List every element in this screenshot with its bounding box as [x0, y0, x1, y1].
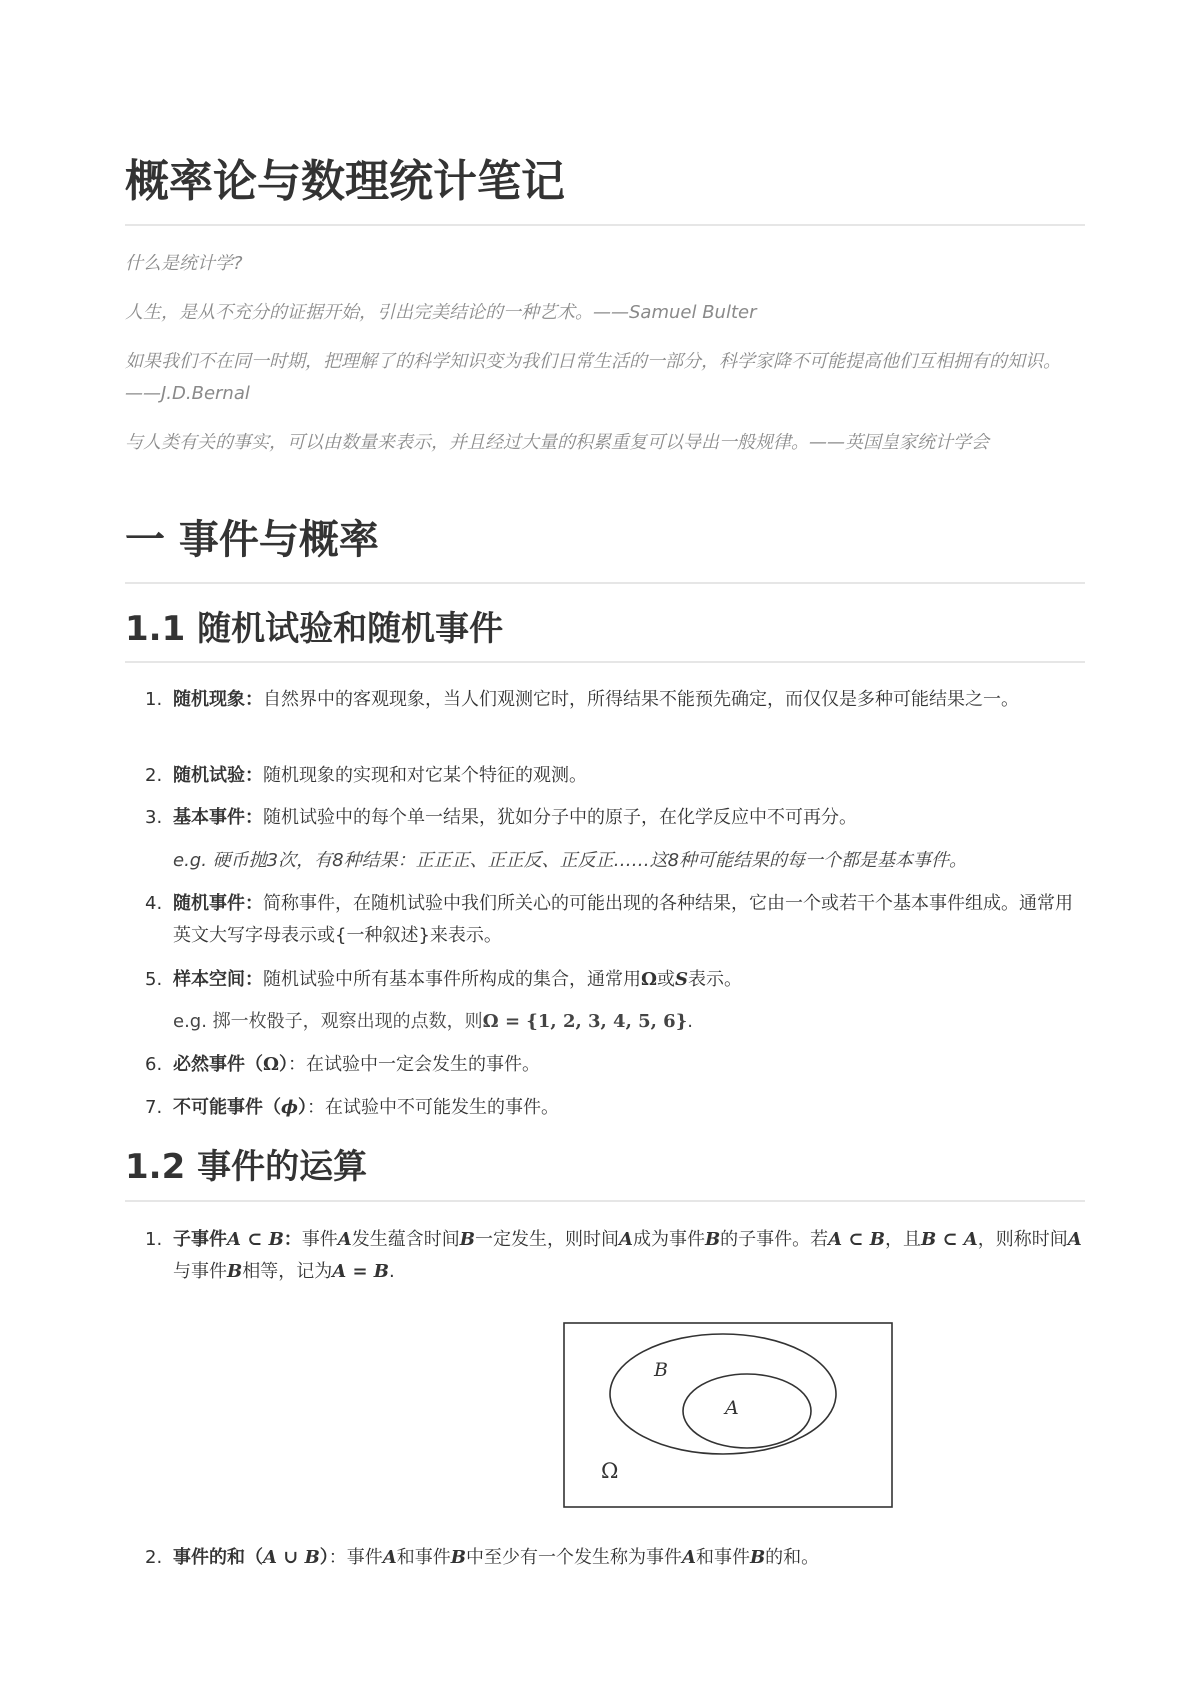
term: 基本事件：: [173, 807, 263, 828]
venn-label-b: B: [654, 1359, 668, 1381]
page-title: 概率论与数理统计笔记: [125, 156, 565, 207]
quote-bernal: 如果我们不在同一时期，把理解了的科学知识变为我们日常生活的一部分，科学家降不可能提高他们互相拥有的知识。——J.D.Bernal: [125, 351, 1061, 404]
title-divider: [125, 224, 1085, 226]
venn-label-a: A: [725, 1397, 739, 1419]
venn-diagram: [563, 1322, 893, 1508]
term: 随机试验：: [173, 765, 263, 786]
list-item: 3. 基本事件：随机试验中的每个单一结果，犹如分子中的原子，在化学反应中不可再分。: [145, 807, 857, 828]
venn-label-omega: Ω: [601, 1459, 619, 1483]
quote-royal-statistical-society: 与人类有关的事实，可以由数量来表示，并且经过大量的积累重复可以导出一般规律。——英国皇家统计学会: [125, 432, 989, 453]
subsection-heading-1-1: 1.1 随机试验和随机事件: [125, 609, 504, 649]
list-item: 1. 子事件A ⊂ B：事件A发生蕴含时间B一定发生，则时间A成为事件B的子事件。若A ⊂ B，且B ⊂ A，则称时间A与事件B相等，记为A = B.: [145, 1229, 1082, 1282]
list-item: 2. 事件的和（A ∪ B）：事件A和事件B中至少有一个发生称为事件A和事件B的和。: [145, 1547, 820, 1568]
list-item: 5. 样本空间：随机试验中所有基本事件所构成的集合，通常用Ω或S表示。: [145, 969, 743, 990]
list-item: 1. 随机现象：自然界中的客观现象，当人们观测它时，所得结果不能预先确定，而仅仅是多种可能结果之一。: [145, 689, 1019, 710]
quote-samuel-bulter: 人生，是从不充分的证据开始，引出完美结论的一种艺术。——Samuel Bulter: [125, 302, 757, 323]
term: 随机现象：: [173, 689, 263, 710]
quote-what-is-statistics: 什么是统计学?: [125, 253, 243, 274]
term: 随机事件：: [173, 893, 263, 914]
subsection-divider: [125, 1200, 1085, 1202]
section-divider: [125, 582, 1085, 584]
term: 样本空间：: [173, 969, 263, 990]
list-item: 4. 随机事件：简称事件，在随机试验中我们所关心的可能出现的各种结果，它由一个或若干个基本事件组成。通常用英文大写字母表示或{一种叙述}来表示。: [145, 893, 1073, 946]
list-item: 6. 必然事件（Ω）：在试验中一定会发生的事件。: [145, 1054, 541, 1075]
list-item: 2. 随机试验：随机现象的实现和对它某个特征的观测。: [145, 765, 587, 786]
subsection-divider: [125, 661, 1085, 663]
example-coin-toss: e.g. 硬币抛3次，有8种结果：正正正、正正反、正反正……这8种可能结果的每一个都是基本事件。: [173, 850, 968, 871]
list-item: 7. 不可能事件（ϕ）：在试验中不可能发生的事件。: [145, 1097, 559, 1118]
example-dice: e.g. 掷一枚骰子，观察出现的点数，则Ω = {1, 2, 3, 4, 5, 6}.: [173, 1011, 694, 1032]
section-heading-events-probability: 一 事件与概率: [125, 517, 379, 563]
subsection-heading-1-2: 1.2 事件的运算: [125, 1147, 368, 1187]
